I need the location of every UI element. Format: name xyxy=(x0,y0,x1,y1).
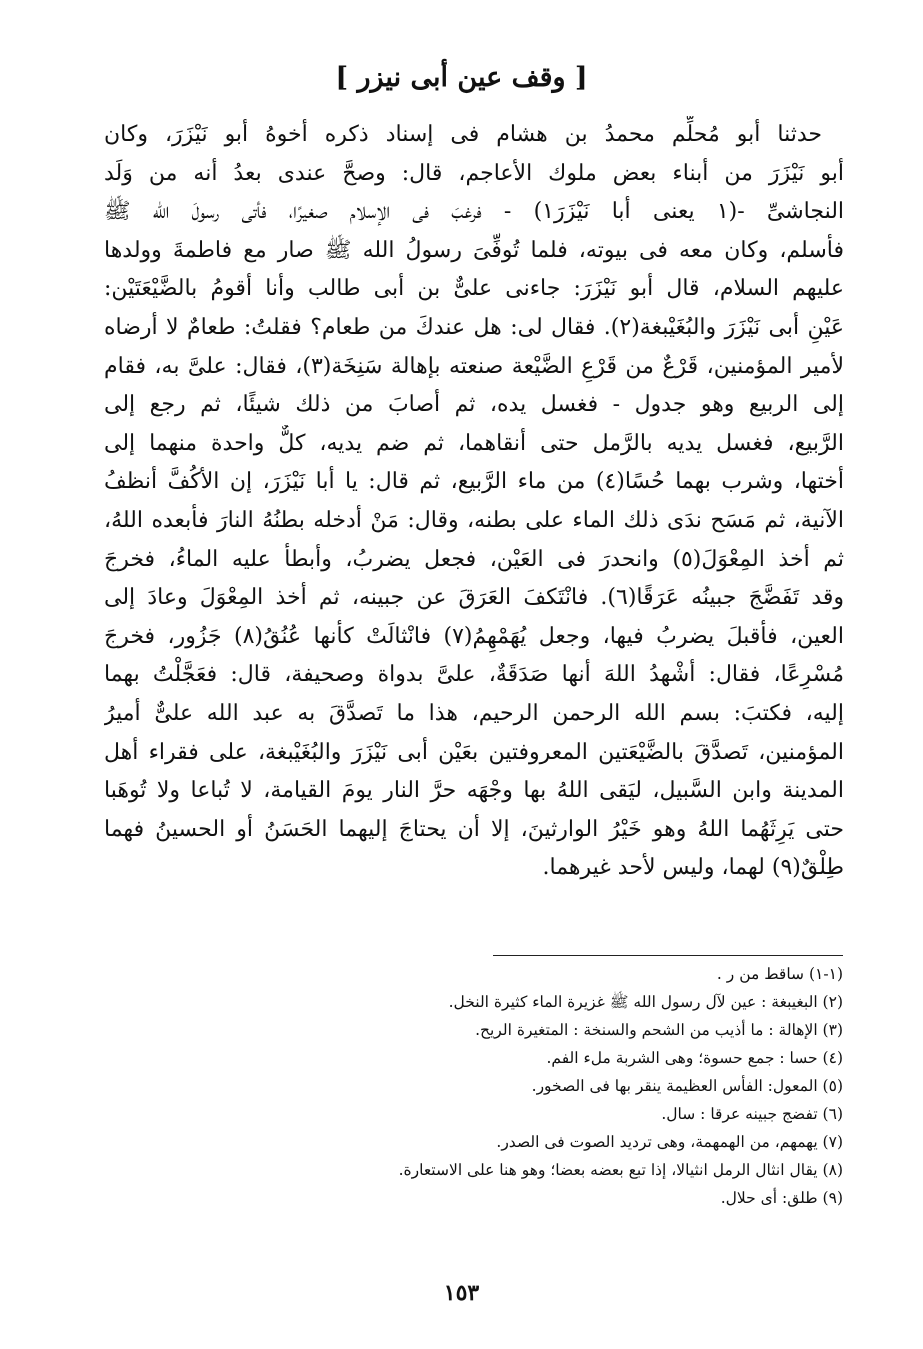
body-line: أبو نَيْزَرَ من أبناء بعض ملوك الأعاجم، قال: وصحَّ عندى بعدُ أنه من وَلَد xyxy=(104,160,844,186)
body-line: العين، فأقبلَ يضربُ فيها، وجعل يُهَمْهِمُ(٧) فانْثالَتْ كأنها عُنُقُ(٨) جَزُور، فخرجَ xyxy=(104,623,844,649)
footnotes xyxy=(103,960,843,1212)
footnote: (٩) طلق: أى حلال. xyxy=(720,1189,843,1207)
body-line: المؤمنين، تَصدَّقَ بالضَّيْعَتين المعروفتين بعَيْن أبى نَيْزَرَ والبُغَيْبغة، على فقراء أهل xyxy=(104,739,844,765)
body-line: عَيْنِ أبى نَيْزَرَ والبُغَيْبغة(٢). فقال لى: هل عندكَ من طعام؟ فقلتُ: طعامٌ لا أرضاه xyxy=(104,314,844,340)
body-line: النجاشىِّ -(١ يعنى أبا نَيْزَرَ١) - فرغبَ فى الإسلام صغيرًا، فأتى رسولَ الله ﷺ xyxy=(104,199,844,225)
body-line: الرَّبيع، فغسل يديه بالرَّمل حتى أنقاهما، ثم ضم يديه، كلٌّ واحدة منهما إلى xyxy=(104,430,844,456)
body-line: وقد تَفَضَّجَ جبينُه عَرَقًا(٦). فانْتَكفَ العَرَقَ عن جبينه، ثم أخذ المِعْوَلَ وعادَ إلى xyxy=(104,585,844,611)
body-line: حدثنا أبو مُحلِّم محمدُ بن هشام فى إسناد ذكره أخوهُ أبو نَيْزَرَ، وكان xyxy=(104,122,822,147)
footnote: (٧) يهمهم، من الهمهمة، وهى ترديد الصوت فى الصدر. xyxy=(496,1133,843,1151)
body-line: المدينة وابن السَّبيل، ليَقى اللهُ بها وجْهَه حرَّ النار يومَ القيامة، لا تُباعا ولا تُوهَبا xyxy=(104,778,844,804)
body-line: الآنية، ثم مَسَح ندَى ذلك الماء على بطنه، وقال: مَنْ أدخله بطنُهُ النارَ فأبعده اللهُ، xyxy=(104,507,844,533)
body-line: لأمير المؤمنين، قَرْعٌ من قَرْعِ الضَّيْعة صنعته بإهالة سَنِخَة(٣)، فقال: علىَّ به، فقام xyxy=(104,353,844,379)
body-line: عليهم السلام، قال أبو نَيْزَرَ: جاءنى علىٌّ بن أبى طالب وأنا أقومُ بالضَّيْعَتَيْن: xyxy=(104,276,844,302)
body-line: إلى الربيع وهو جدول - فغسل يده، ثم أصابَ من ذلك شيئًا، ثم رجع إلى xyxy=(104,392,844,418)
footnote: (٨) يقال انثال الرمل انثيالا، إذا تبع بعضه بعضا؛ وهو هنا على الاستعارة. xyxy=(398,1161,843,1179)
body-line: ثم أخذ المِعْوَلَ(٥) وانحدرَ فى العَيْن، فجعل يضربُ، وأبطأ عليه الماءُ، فخرجَ xyxy=(104,546,844,572)
footnote: (٣) الإهالة : ما أذيب من الشحم والسنخة : المتغيرة الريح. xyxy=(475,1021,843,1039)
footnote: (٤) حسا : جمع حسوة؛ وهى الشربة ملء الفم. xyxy=(546,1049,843,1067)
body-line: مُسْرِعًا، فقال: أشْهدُ اللهَ أنها صَدَقَةٌ، علىَّ بدواة وصحيفة، قال: فعَجَّلْتُ بهما xyxy=(104,662,844,688)
main-text xyxy=(104,116,844,888)
body-line: طِلْقٌ(٩) لهما، وليس لأحد غيرهما. xyxy=(542,855,844,881)
page-number: ١٥٣ xyxy=(443,1280,480,1306)
body-line: أختها، وشرب بهما حُسًا(٤) من ماء الرَّبيع، ثم قال: يا أبا نَيْزَرَ، إن الأكُفَّ أنظفُ xyxy=(104,469,844,495)
footnote: (٦) تفضج جبينه عرقا : سال. xyxy=(661,1105,843,1123)
body-line: حتى يَرِثَهُما اللهُ وهو خَيْرُ الوارثينَ، إلا أن يحتاجَ إليهما الحَسَنُ أو الحسينُ فهما xyxy=(104,816,844,842)
body-line: فأسلم، وكان معه فى بيوته، فلما تُوفِّىَ رسولُ الله ﷺ صار مع فاطمةَ وولدها xyxy=(104,237,844,263)
footnote: (٥) المعول: الفأس العظيمة ينقر بها فى الصخور. xyxy=(531,1077,843,1095)
footnote: (٢) البغيبغة : عين لآل رسول الله ﷺ غزيرة الماء كثيرة النخل. xyxy=(448,993,843,1011)
footnote: (١-١) ساقط من ر . xyxy=(716,965,843,983)
body-line: إليه، فكتبَ: بسم الله الرحمن الرحيم، هذا ما تَصدَّقَ به عبد الله علىٌّ أميرُ xyxy=(104,700,844,726)
footnote-divider xyxy=(493,955,843,956)
section-heading: [ وقف عين أبى نيزر ] xyxy=(335,62,588,93)
